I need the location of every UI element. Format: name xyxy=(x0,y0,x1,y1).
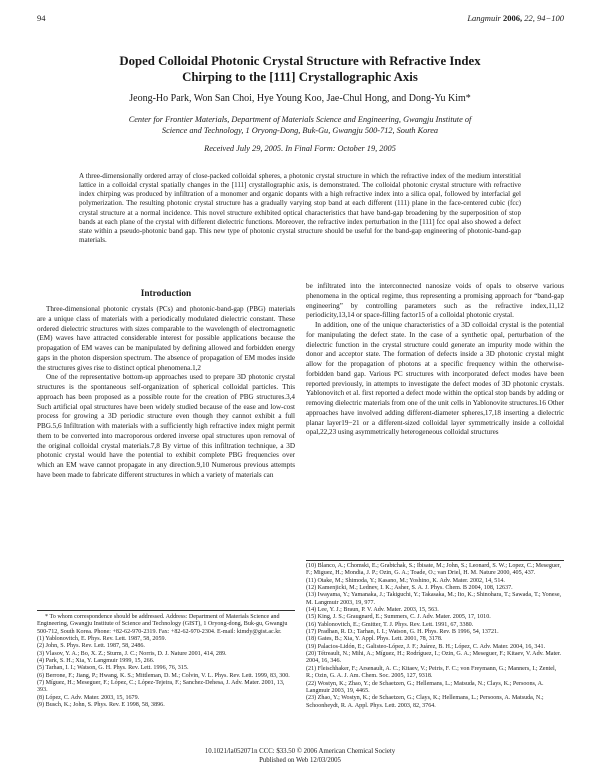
doi-copyright: 10.1021/la052071n CCC: $33.50 © 2006 American Chemical Society xyxy=(204,748,396,755)
body-paragraph: be infiltrated into the interconnected nanosize voids of opals to observe various phenomena in the optical regime, thus representing a promising approach for “band-gap engineering” by controlling parameters such as the refractive index,11,12 periodicity,13,14 or space-filling factor15 of a colloidal photonic crystal. xyxy=(306,282,564,320)
reference-item: (23) Zhao, Y.; Wostyn, K.; de Schaetzen, G.; Clays, K.; Hellemans, L.; Persoons, A. Matsuda, N.; Schoonheydt, R. A. Appl. Phys. Lett. 2003, 82, 3764. xyxy=(306,695,544,709)
reference-item: (1) Yablonovitch, E. Phys. Rev. Lett. 1987, 58, 2059. xyxy=(37,636,167,643)
reference-item: (8) López, C. Adv. Mater. 2003, 15, 1679. xyxy=(37,694,140,701)
reference-item: (7) Míguez, H.; Meseguer, F.; López, C.; López-Tejeira, F.; Sanchez-Dehesa, J. Adv. Mater. 2001, 13, 393. xyxy=(37,680,285,694)
reference-item: (18) Gates, B.; Xia, Y. Appl. Phys. Lett. 2001, 78, 3178. xyxy=(306,636,443,643)
body-paragraph: Three-dimensional photonic crystals (PCs) and photonic-band-gap (PBG) materials are a unique class of materials with a periodically modulated dielectric constant. These ordered dielectric structures with sizes comparable to the wavelength of electromagnetic (EM) waves have attracted considerable interest for possible applications because the propagation of EM waves can be manipulated by defining allowed and forbidden energy gaps in the photon dispersion spectrum. The absence of propagation of EM modes inside the structures gives rise to distinct optical phenomena.1,2 xyxy=(37,305,295,372)
reference-item: (3) Vlasov, Y. A.; Bo, X. Z.; Sturm, J. C.; Norris, D. J. Nature 2001, 414, 289. xyxy=(37,650,227,657)
reference-item: (19) Palacios-Lidón, E.; Galisteo-López, J. F.; Juárez, B. H.; López, C. Adv. Mater. 2004, 16, 341. xyxy=(306,643,546,650)
journal-issue-pages: 22, 94−100 xyxy=(524,13,564,23)
right-column xyxy=(306,282,564,438)
footnotes-left xyxy=(37,614,295,709)
reference-item: (16) Yablonovitch, E.; Gmitter, T. J. Phys. Rev. Lett. 1991, 67, 3380. xyxy=(306,621,474,628)
correspondence-note: * To whom correspondence should be addressed. Address: Department of Materials Science and Engineering, Gwangju Institute of Science and Technology (GIST), 1 Oryong-dong, Buk-gu, Gwangju 500-712, South Korea. Phone: +82-62-970-2319. Fax: +82-62-970-2304. E-mail: kimdy@gist.ac.kr. xyxy=(37,614,288,635)
affiliation-line-1: Center for Frontier Materials, Department of Materials Science and Engineering, Gwangju Institute of xyxy=(128,115,472,124)
title-line-2: Chirping to the [111] Crystallographic Axis xyxy=(182,70,418,84)
reference-item: (17) Pradhan, R. D.; Tarhan, I. I.; Watson, G. H. Phys. Rev. B 1996, 54, 13721. xyxy=(306,629,499,636)
reference-item: (12) Kamenjicki, M.; Lednev, I. K.; Asher, S. A. J. Phys. Chem. B 2004, 108, 12637. xyxy=(306,585,513,592)
author-list: Jeong-Ho Park, Won San Choi, Hye Young Koo, Jae-Chul Hong, and Dong-Yu Kim* xyxy=(129,93,471,104)
reference-item: (13) Iwayama, Y.; Yamanaka, J.; Takiguchi, Y.; Takasaka, M.; Ito, K.; Shinohara, T.; Sawada, T.; Yonese, M. Langmuir 2003, 19, 977. xyxy=(306,592,562,606)
affiliation-line-2: Science and Technology, 1 Oryong-Dong, Buk-Gu, Gwangju 500-712, South Korea xyxy=(161,126,439,135)
reference-item: (5) Tarhan, I. I.; Watson, G. H. Phys. Rev. Lett. 1996, 76, 315. xyxy=(37,665,189,672)
section-heading-introduction: Introduction xyxy=(140,289,192,299)
received-dates: Received July 29, 2005. In Final Form: October 19, 2005 xyxy=(204,144,396,153)
reference-item: (4) Park, S. H.; Xia, Y. Langmuir 1999, 15, 266. xyxy=(37,658,155,665)
article-title xyxy=(0,53,600,85)
reference-item: (14) Lee, Y. J.; Braun, P. V. Adv. Mater. 2003, 15, 563. xyxy=(306,607,439,614)
affiliation xyxy=(80,114,520,136)
body-paragraph: In addition, one of the unique characteristics of a 3D colloidal crystal is the potential for manipulating the defect state. In the case of a synthetic opal, perturbation of the dielectric function in the crystal structure could generate an impurity mode within the donor and acceptor state. The formation of defects inside a 3D photonic crystal might allow for the propagation of photons at a specific frequency within the otherwise-forbidden band gap. Various PC structures with incorporated defect modes have been reported previously, in attempts to investigate the defect modes of 3D photonic crystals. Yablonovitch et al. first reported a defect mode within the optical stop bands by adding or removing dielectric materials from one of the unit cells in Yablonovite structures.16 Other approaches have involved adding different-diameter spheres,17,18 inserting a dielectric planar layer19−21 or a different-sized colloidal layer symmetrically inside a colloidal opal,22,23 using asymmetrically heterogeneous colloidal structures xyxy=(306,321,564,437)
footnotes-right xyxy=(306,563,564,710)
reference-item: (22) Wostyn, K.; Zhao, Y.; de Schaetzen, G.; Hellemans, L.; Matsuda, N.; Clays, K.; Persoons, A. Langmuir 2003, 19, 4465. xyxy=(306,680,544,694)
reference-item: (9) Busch, K.; John, S. Phys. Rev. E 1998, 58, 3896. xyxy=(37,702,165,709)
left-column xyxy=(37,305,295,481)
journal-citation xyxy=(467,13,564,23)
reference-item: (15) King, J. S.; Graugnard, E.; Summers, C. J. Adv. Mater. 2005, 17, 1010. xyxy=(306,614,491,621)
reference-item: (10) Blanco, A.; Chomski, E.; Grabtchak, S.; Ibisate, M.; John, S.; Leonard, S. W.; Lopez, C.; Meseguer, F.; Miguez, H.; Mondia, J. P.; Ozin, G. A.; Toade, O.; van Driel, H. M. Nature 2000, 405, 437. xyxy=(306,563,561,577)
reference-item: (2) John, S. Phys. Rev. Lett. 1987, 58, 2486. xyxy=(37,643,145,650)
reference-item: (21) Fleischhaker, F.; Arsenault, A. C.; Kitaev, V.; Peiris, F. C.; von Freymann, G.; Manners, I.; Zentel, R.; Ozin, G. A. J. Am. Chem. Soc. 2005, 127, 9318. xyxy=(306,665,557,680)
reference-item: (6) Berrone, F.; Jiang, P.; Hwang, K. S.; Mittleman, D. M.; Colvin, V. L. Phys. Rev. Lett. 1999, 83, 300. xyxy=(37,672,290,679)
journal-year: 2006, xyxy=(503,13,523,23)
reference-item: (20) Tétreault, N.; Mihi, A.; Míguez, H.; Rodríguez, I.; Ozin, G. A.; Meseguer, F.; Kitaev, V. Adv. Mater. 2004, 16, 346. xyxy=(306,651,562,665)
references-divider xyxy=(306,560,564,561)
page-footer xyxy=(0,747,600,765)
title-line-1: Doped Colloidal Photonic Crystal Structure with Refractive Index xyxy=(119,54,481,68)
page-number: 94 xyxy=(37,13,46,23)
publication-date: Published on Web 12/03/2005 xyxy=(259,757,341,764)
footnote-divider xyxy=(37,610,295,611)
body-paragraph: One of the representative bottom-up approaches used to prepare 3D photonic crystal structures is the spontaneous self-organization of spherical colloidal particles. This approach has been proposed as a possible route for the creation of PBG structures.3,4 Such artificial opal structures have been widely studied because of the ease and low-cost process for growing a 3D periodic structure even though they cannot exhibit a full PBG.5,6 Infiltration with materials with a sufficiently high refractive index might permit them to be converted into macroporous ordered inverse opal structures upon removal of the original colloidal crystal materials.7,8 By virtue of this infiltration technique, a 3D photonic crystal would have the potential to exhibit complete PBG frequencies over which an EM wave cannot propagate in any direction.9,10 Numerous previous attempts have been made to fabricate different structures in which a variety of materials can xyxy=(37,373,295,479)
journal-name: Langmuir xyxy=(467,13,501,23)
abstract: A three-dimensionally ordered array of close-packed colloidal spheres, a photonic crystal structure in which the refractive index of the medium interstitial lattice in a colloidal crystal spatially changes in the [111] crystallographic axis, is demonstrated. The colloidal photonic crystal structure with refractive index chirping was produced by infiltration of a monomer and organic dopants with a high refractive index into a silica opal, followed by interfacial gel polymerization. The resulting photonic crystal structure has a gradually varying stop band at each different (111) plane in the face-centered cubic (fcc) crystal structure at a normal incidence. This novel structure exhibited optical characteristics that have band-gap broadening by the superposition of stop bands at each plane of the crystal with different dielectric functions. Moreover, the refractive index perturbation in the [111] fcc opal also showed a defect state within a pseudo-photonic band gap. This new type of photonic crystal structure should be useful for the band-gap engineering of photonic-band-gap materials. xyxy=(79,172,521,245)
reference-item: (11) Otake, M.; Shimoda, Y.; Kasano, M.; Yoshino, K. Adv. Mater. 2002, 14, 514. xyxy=(306,577,505,584)
